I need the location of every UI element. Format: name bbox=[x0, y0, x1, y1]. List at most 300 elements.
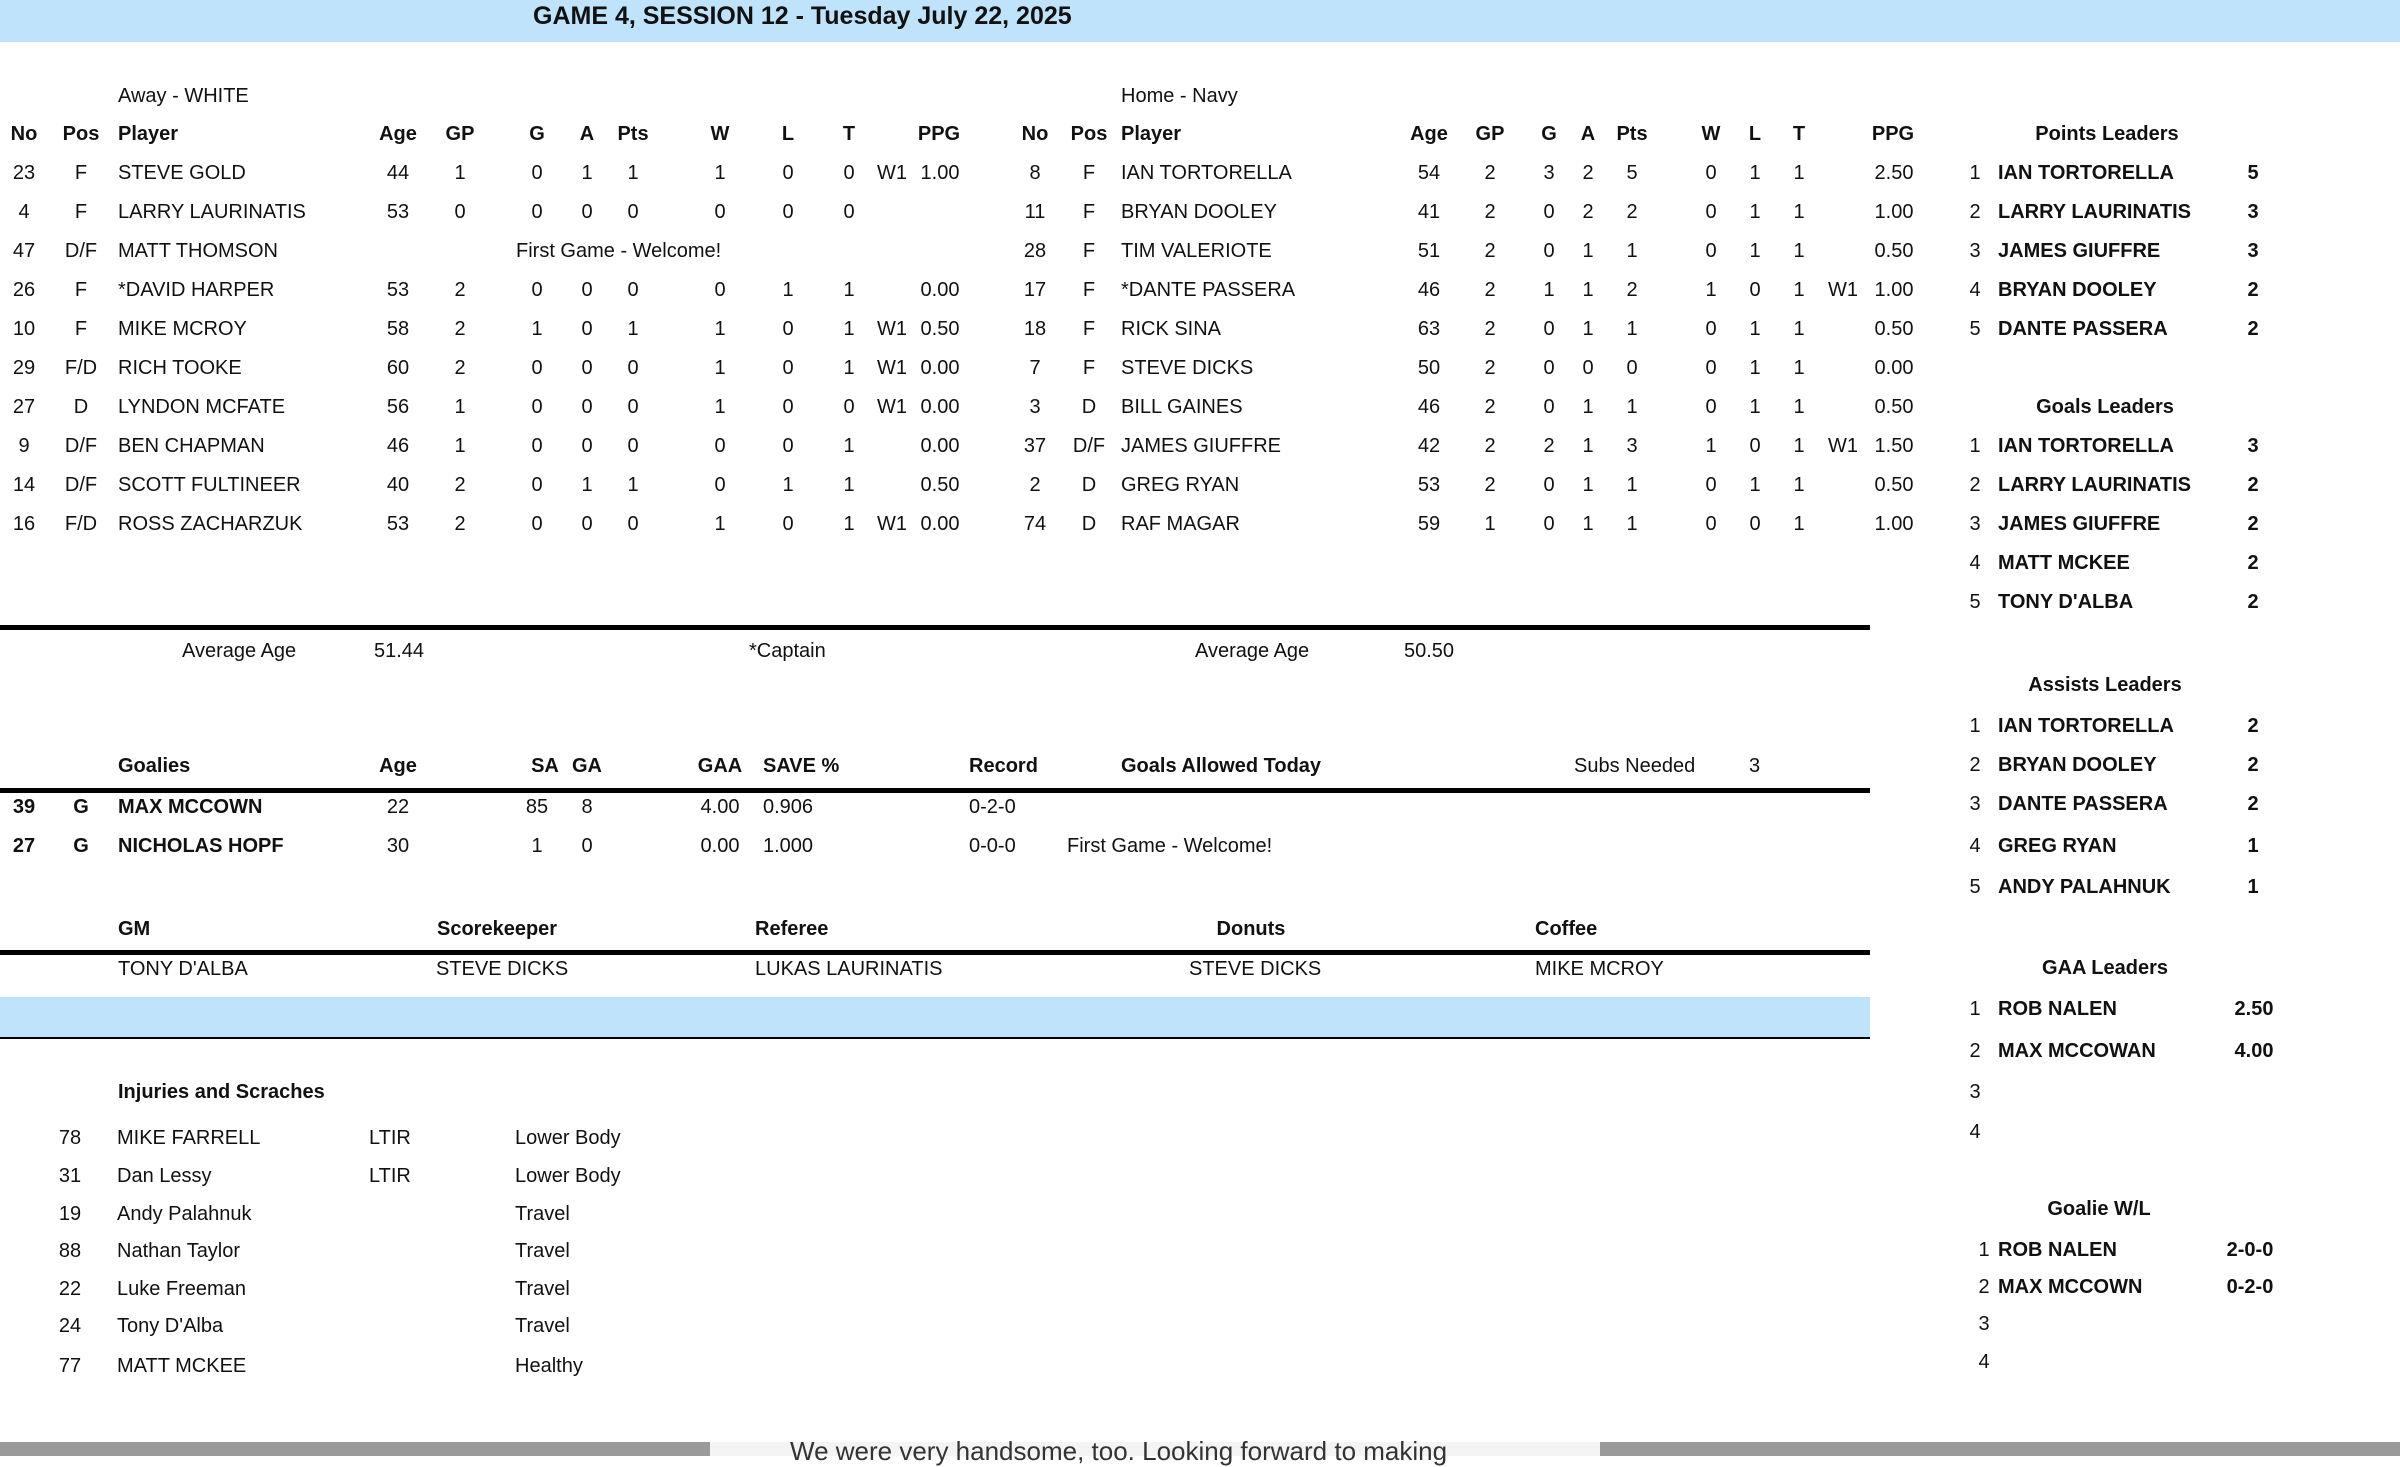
goalie-cell-4: 85 bbox=[525, 796, 549, 818]
goalie-header-7: Goals Allowed Today bbox=[1121, 755, 1322, 777]
away-player-age: 46 bbox=[386, 435, 410, 457]
away-player-w: 0 bbox=[714, 474, 726, 496]
leader-value: 2 bbox=[2247, 474, 2259, 496]
home-player-gp: 2 bbox=[1484, 162, 1496, 184]
home-player-player: GREG RYAN bbox=[1121, 474, 1240, 496]
away-player-no: 16 bbox=[12, 513, 36, 535]
home-player-pts: 1 bbox=[1626, 396, 1638, 418]
leader-value: 2 bbox=[2247, 793, 2259, 815]
staff-value-4: MIKE MCROY bbox=[1535, 958, 1664, 980]
injury-player: Dan Lessy bbox=[117, 1165, 212, 1187]
home-player-t: 1 bbox=[1793, 474, 1805, 496]
home-player-age: 59 bbox=[1417, 513, 1441, 535]
away-player-age: 53 bbox=[386, 201, 410, 223]
away-player-player: MATT THOMSON bbox=[118, 240, 278, 262]
away-header-t: T bbox=[842, 123, 856, 145]
away-player-pos: D bbox=[73, 396, 89, 418]
away-player-no: 29 bbox=[12, 357, 36, 379]
away-player-w: 1 bbox=[714, 357, 726, 379]
staff-value-1: STEVE DICKS bbox=[436, 958, 569, 980]
leader-rank: 4 bbox=[1969, 552, 1981, 574]
home-player-pts: 5 bbox=[1626, 162, 1638, 184]
leader-rank: 5 bbox=[1969, 591, 1981, 613]
leader-value: 3 bbox=[2247, 201, 2259, 223]
injury-no: 19 bbox=[58, 1203, 82, 1225]
injury-player: MIKE FARRELL bbox=[117, 1127, 261, 1149]
away-header-ppg: PPG bbox=[917, 123, 961, 145]
leader-rank: 5 bbox=[1969, 318, 1981, 340]
leader-rank: 2 bbox=[1969, 754, 1981, 776]
away-player-pts: 1 bbox=[627, 162, 639, 184]
home-player-gp: 2 bbox=[1484, 240, 1496, 262]
leader-name: IAN TORTORELLA bbox=[1998, 162, 2174, 184]
away-header-gp: GP bbox=[445, 123, 475, 145]
away-player-g: 0 bbox=[531, 396, 543, 418]
home-player-a: 1 bbox=[1582, 318, 1594, 340]
away-player-g: 0 bbox=[531, 201, 543, 223]
home-player-g: 0 bbox=[1543, 396, 1555, 418]
away-player-g: 0 bbox=[531, 513, 543, 535]
away-player-a: 0 bbox=[581, 396, 593, 418]
injury-no: 31 bbox=[58, 1165, 82, 1187]
home-header-w: W bbox=[1701, 123, 1721, 145]
home-player-t: 1 bbox=[1793, 201, 1805, 223]
bottom-overlay-bar bbox=[0, 1436, 2400, 1466]
away-player-t: 1 bbox=[843, 279, 855, 301]
away-player-gp: 2 bbox=[454, 318, 466, 340]
away-player-a: 0 bbox=[581, 357, 593, 379]
away-player-t: 0 bbox=[843, 201, 855, 223]
away-player-player: BEN CHAPMAN bbox=[118, 435, 265, 457]
home-player-g: 0 bbox=[1543, 240, 1555, 262]
away-player-player: SCOTT FULTINEER bbox=[118, 474, 301, 496]
away-player-ppg: 0.00 bbox=[920, 396, 960, 418]
staff-value-3: STEVE DICKS bbox=[1189, 958, 1322, 980]
leader-name: DANTE PASSERA bbox=[1998, 318, 2168, 340]
injury-status: LTIR bbox=[369, 1127, 411, 1149]
away-player-w: 0 bbox=[714, 435, 726, 457]
leader-rank: 3 bbox=[1969, 240, 1981, 262]
home-player-l: 0 bbox=[1749, 435, 1761, 457]
home-player-t: 1 bbox=[1793, 513, 1805, 535]
home-player-note: W1 bbox=[1828, 279, 1858, 301]
goalie-header-4: GAA bbox=[697, 755, 743, 777]
leader-value: 5 bbox=[2247, 162, 2259, 184]
home-player-l: 1 bbox=[1749, 474, 1761, 496]
injuries-title: Injuries and Scraches bbox=[118, 1081, 325, 1103]
staff-header-referee: Referee bbox=[755, 918, 829, 940]
home-player-g: 0 bbox=[1543, 357, 1555, 379]
leader-name: MAX MCCOWN bbox=[1998, 1276, 2143, 1298]
home-player-player: JAMES GIUFFRE bbox=[1121, 435, 1282, 457]
home-player-t: 1 bbox=[1793, 318, 1805, 340]
leader-name: DANTE PASSERA bbox=[1998, 793, 2168, 815]
away-player-player: STEVE GOLD bbox=[118, 162, 246, 184]
away-player-age: 60 bbox=[386, 357, 410, 379]
goalie-cell-7: 0.906 bbox=[763, 796, 814, 818]
home-player-age: 46 bbox=[1417, 279, 1441, 301]
home-player-g: 0 bbox=[1543, 318, 1555, 340]
away-player-g: 0 bbox=[531, 162, 543, 184]
away-player-a: 0 bbox=[581, 318, 593, 340]
away-player-pos: F bbox=[74, 279, 88, 301]
away-player-pts: 0 bbox=[627, 201, 639, 223]
away-player-pts: 1 bbox=[627, 474, 639, 496]
away-player-age: 58 bbox=[386, 318, 410, 340]
goalie-cell-8: 0-2-0 bbox=[969, 796, 1016, 818]
goalie-header-5: SAVE % bbox=[763, 755, 840, 777]
section-band bbox=[0, 997, 1870, 1037]
home-player-player: IAN TORTORELLA bbox=[1121, 162, 1292, 184]
injury-player: Tony D'Alba bbox=[117, 1315, 224, 1337]
leader-rank: 2 bbox=[1969, 201, 1981, 223]
overlay-text: We were very handsome, too. Looking forward to making bbox=[790, 1436, 1448, 1466]
home-header-pts: Pts bbox=[1616, 123, 1648, 145]
away-player-gp: 1 bbox=[454, 435, 466, 457]
away-player-ppg: 0.00 bbox=[920, 513, 960, 535]
away-player-gp: 1 bbox=[454, 396, 466, 418]
home-player-player: BILL GAINES bbox=[1121, 396, 1243, 418]
leader-rank: 4 bbox=[1969, 835, 1981, 857]
away-player-g: 0 bbox=[531, 474, 543, 496]
goalie-cell-1: G bbox=[73, 835, 89, 857]
away-player-no: 26 bbox=[12, 279, 36, 301]
away-player-l: 0 bbox=[782, 318, 794, 340]
away-header-g: G bbox=[529, 123, 545, 145]
leader-rank: 1 bbox=[1969, 435, 1981, 457]
leader-rank: 1 bbox=[1969, 162, 1981, 184]
away-player-a: 1 bbox=[581, 162, 593, 184]
leader-name: ANDY PALAHNUK bbox=[1998, 876, 2171, 898]
away-player-l: 0 bbox=[782, 162, 794, 184]
leader-name: MATT MCKEE bbox=[1998, 552, 2130, 574]
injury-reason: Healthy bbox=[515, 1355, 583, 1377]
away-player-l: 0 bbox=[782, 201, 794, 223]
away-avg-age-label: Average Age bbox=[182, 640, 297, 662]
home-player-pts: 0 bbox=[1626, 357, 1638, 379]
home-player-player: STEVE DICKS bbox=[1121, 357, 1254, 379]
goalie-cell-0: 39 bbox=[12, 796, 36, 818]
home-player-w: 0 bbox=[1705, 357, 1717, 379]
away-header-pts: Pts bbox=[617, 123, 649, 145]
away-player-g: 0 bbox=[531, 279, 543, 301]
home-player-ppg: 1.00 bbox=[1874, 513, 1914, 535]
home-player-w: 0 bbox=[1705, 201, 1717, 223]
goalie-cell-3: 30 bbox=[386, 835, 410, 857]
home-player-no: 17 bbox=[1023, 279, 1047, 301]
home-player-l: 0 bbox=[1749, 279, 1761, 301]
injury-reason: Lower Body bbox=[515, 1165, 621, 1187]
leader-value: 2 bbox=[2247, 318, 2259, 340]
goalie-header-3: GA bbox=[572, 755, 602, 777]
home-team-label: Home - Navy bbox=[1121, 85, 1238, 107]
away-player-ppg: 1.00 bbox=[920, 162, 960, 184]
home-header-g: G bbox=[1541, 123, 1557, 145]
injury-player: Nathan Taylor bbox=[117, 1240, 241, 1262]
injury-reason: Travel bbox=[515, 1278, 570, 1300]
leaders-title-0: Points Leaders bbox=[2035, 123, 2179, 145]
away-player-pts: 0 bbox=[627, 513, 639, 535]
away-header-l: L bbox=[781, 123, 795, 145]
goalie-cell-1: G bbox=[73, 796, 89, 818]
home-player-player: RAF MAGAR bbox=[1121, 513, 1240, 535]
goalie-header-6: Record bbox=[969, 755, 1038, 777]
home-player-gp: 2 bbox=[1484, 474, 1496, 496]
away-player-pts: 0 bbox=[627, 396, 639, 418]
goalie-cell-9: First Game - Welcome! bbox=[1067, 835, 1273, 857]
away-player-w: 1 bbox=[714, 162, 726, 184]
injury-player: Luke Freeman bbox=[117, 1278, 246, 1300]
band-underline bbox=[0, 1037, 1870, 1039]
home-avg-age-label: Average Age bbox=[1195, 640, 1310, 662]
goalie-cell-6: 4.00 bbox=[700, 796, 740, 818]
away-player-age: 53 bbox=[386, 513, 410, 535]
away-team-label: Away - WHITE bbox=[118, 85, 249, 107]
home-player-g: 0 bbox=[1543, 513, 1555, 535]
leader-rank: 4 bbox=[1969, 1121, 1981, 1143]
home-player-pts: 2 bbox=[1626, 279, 1638, 301]
away-player-a: 0 bbox=[581, 279, 593, 301]
home-player-ppg: 1.00 bbox=[1874, 279, 1914, 301]
injury-no: 88 bbox=[58, 1240, 82, 1262]
leader-value: 2 bbox=[2247, 552, 2259, 574]
home-player-pts: 3 bbox=[1626, 435, 1638, 457]
goalie-cell-8: 0-0-0 bbox=[969, 835, 1016, 857]
captain-note: *Captain bbox=[749, 640, 826, 662]
leader-value: 2 bbox=[2247, 754, 2259, 776]
goalie-cell-5: 0 bbox=[581, 835, 593, 857]
subs-needed-value: 3 bbox=[1749, 755, 1761, 777]
home-player-age: 50 bbox=[1417, 357, 1441, 379]
home-player-g: 0 bbox=[1543, 201, 1555, 223]
leader-name: TONY D'ALBA bbox=[1998, 591, 2134, 613]
staff-header-scorekeeper: Scorekeeper bbox=[437, 918, 558, 940]
goalie-cell-2: NICHOLAS HOPF bbox=[118, 835, 284, 857]
away-player-player: RICH TOOKE bbox=[118, 357, 242, 379]
home-player-w: 0 bbox=[1705, 396, 1717, 418]
home-player-gp: 2 bbox=[1484, 357, 1496, 379]
home-player-pos: D/F bbox=[1072, 435, 1106, 457]
leader-value: 2.50 bbox=[2234, 998, 2274, 1020]
leader-value: 2 bbox=[2247, 513, 2259, 535]
home-player-a: 1 bbox=[1582, 240, 1594, 262]
leader-rank: 3 bbox=[1978, 1313, 1990, 1335]
away-player-pos: F bbox=[74, 201, 88, 223]
home-player-w: 0 bbox=[1705, 162, 1717, 184]
staff-divider bbox=[0, 950, 1870, 955]
away-player-pts: 0 bbox=[627, 357, 639, 379]
home-player-gp: 1 bbox=[1484, 513, 1496, 535]
away-player-no: 14 bbox=[12, 474, 36, 496]
home-player-t: 1 bbox=[1793, 240, 1805, 262]
leader-value: 4.00 bbox=[2234, 1040, 2274, 1062]
home-player-pos: F bbox=[1082, 357, 1096, 379]
home-player-no: 3 bbox=[1029, 396, 1041, 418]
away-player-t: 0 bbox=[843, 162, 855, 184]
away-header-no: No bbox=[10, 123, 38, 145]
home-player-gp: 2 bbox=[1484, 279, 1496, 301]
leader-name: IAN TORTORELLA bbox=[1998, 435, 2174, 457]
home-header-player: Player bbox=[1121, 123, 1182, 145]
home-player-no: 74 bbox=[1023, 513, 1047, 535]
home-player-l: 1 bbox=[1749, 318, 1761, 340]
home-header-gp: GP bbox=[1475, 123, 1505, 145]
staff-value-0: TONY D'ALBA bbox=[118, 958, 248, 980]
home-player-player: *DANTE PASSERA bbox=[1121, 279, 1296, 301]
injury-player: MATT MCKEE bbox=[117, 1355, 247, 1377]
away-player-pos: F/D bbox=[64, 357, 98, 379]
away-player-note: W1 bbox=[877, 357, 907, 379]
home-player-age: 41 bbox=[1417, 201, 1441, 223]
leader-rank: 4 bbox=[1978, 1351, 1990, 1373]
leader-name: JAMES GIUFFRE bbox=[1998, 240, 2161, 262]
home-player-a: 2 bbox=[1582, 162, 1594, 184]
away-player-note: W1 bbox=[877, 162, 907, 184]
home-player-l: 0 bbox=[1749, 513, 1761, 535]
leader-value: 0-2-0 bbox=[2226, 1276, 2274, 1298]
goalie-header-0: Goalies bbox=[118, 755, 191, 777]
home-header-pos: Pos bbox=[1070, 123, 1108, 145]
home-player-a: 1 bbox=[1582, 513, 1594, 535]
home-player-a: 1 bbox=[1582, 396, 1594, 418]
home-player-ppg: 1.00 bbox=[1874, 201, 1914, 223]
staff-header-coffee: Coffee bbox=[1535, 918, 1598, 940]
away-player-age: 56 bbox=[386, 396, 410, 418]
home-player-pts: 1 bbox=[1626, 513, 1638, 535]
home-player-ppg: 2.50 bbox=[1874, 162, 1914, 184]
home-player-pos: F bbox=[1082, 240, 1096, 262]
away-player-ppg: 0.00 bbox=[920, 435, 960, 457]
home-player-no: 7 bbox=[1029, 357, 1041, 379]
goalie-cell-7: 1.000 bbox=[763, 835, 814, 857]
injury-reason: Travel bbox=[515, 1315, 570, 1337]
home-player-t: 1 bbox=[1793, 396, 1805, 418]
home-player-no: 28 bbox=[1023, 240, 1047, 262]
away-player-l: 1 bbox=[782, 279, 794, 301]
leaders-title-1: Goals Leaders bbox=[2036, 396, 2174, 418]
away-player-no: 23 bbox=[12, 162, 36, 184]
away-player-ppg: 0.00 bbox=[920, 357, 960, 379]
home-header-l: L bbox=[1748, 123, 1762, 145]
home-player-no: 2 bbox=[1029, 474, 1041, 496]
home-player-pos: F bbox=[1082, 318, 1096, 340]
home-player-pos: D bbox=[1081, 396, 1097, 418]
home-player-pts: 1 bbox=[1626, 318, 1638, 340]
home-player-g: 1 bbox=[1543, 279, 1555, 301]
away-player-player: LARRY LAURINATIS bbox=[118, 201, 306, 223]
home-player-player: RICK SINA bbox=[1121, 318, 1222, 340]
home-header-t: T bbox=[1792, 123, 1806, 145]
away-player-w: 1 bbox=[714, 513, 726, 535]
leader-rank: 4 bbox=[1969, 279, 1981, 301]
away-player-no: 47 bbox=[12, 240, 36, 262]
home-player-l: 1 bbox=[1749, 162, 1761, 184]
away-player-t: 1 bbox=[843, 513, 855, 535]
leader-value: 3 bbox=[2247, 435, 2259, 457]
page-title: GAME 4, SESSION 12 - Tuesday July 22, 2025 bbox=[533, 2, 1072, 30]
away-player-pos: F/D bbox=[64, 513, 98, 535]
leaders-title-3: GAA Leaders bbox=[2042, 957, 2168, 979]
away-player-no: 27 bbox=[12, 396, 36, 418]
away-player-t: 1 bbox=[843, 357, 855, 379]
injury-player: Andy Palahnuk bbox=[117, 1203, 252, 1225]
home-player-gp: 2 bbox=[1484, 201, 1496, 223]
away-player-ppg: 0.00 bbox=[920, 279, 960, 301]
away-player-a: 0 bbox=[581, 435, 593, 457]
leader-value: 1 bbox=[2247, 835, 2259, 857]
away-player-gp: 2 bbox=[454, 474, 466, 496]
leader-name: BRYAN DOOLEY bbox=[1998, 279, 2157, 301]
home-player-gp: 2 bbox=[1484, 396, 1496, 418]
home-player-w: 0 bbox=[1705, 513, 1717, 535]
away-player-player: *DAVID HARPER bbox=[118, 279, 275, 301]
leader-name: BRYAN DOOLEY bbox=[1998, 754, 2157, 776]
away-player-g: 0 bbox=[531, 435, 543, 457]
leader-name: MAX MCCOWAN bbox=[1998, 1040, 2156, 1062]
leader-rank: 5 bbox=[1969, 876, 1981, 898]
leader-rank: 2 bbox=[1969, 1040, 1981, 1062]
leaders-title-2: Assists Leaders bbox=[2028, 674, 2182, 696]
away-header-player: Player bbox=[118, 123, 179, 145]
home-player-pos: F bbox=[1082, 162, 1096, 184]
home-player-pos: F bbox=[1082, 201, 1096, 223]
home-player-pos: F bbox=[1082, 279, 1096, 301]
injury-status: LTIR bbox=[369, 1165, 411, 1187]
home-player-no: 8 bbox=[1029, 162, 1041, 184]
home-player-player: BRYAN DOOLEY bbox=[1121, 201, 1277, 223]
away-header-age: Age bbox=[379, 123, 417, 145]
home-player-pos: D bbox=[1081, 474, 1097, 496]
leader-name: ROB NALEN bbox=[1998, 1239, 2117, 1261]
away-header-w: W bbox=[710, 123, 730, 145]
home-player-g: 2 bbox=[1543, 435, 1555, 457]
home-player-pts: 2 bbox=[1626, 201, 1638, 223]
home-player-age: 51 bbox=[1417, 240, 1441, 262]
away-player-g: 0 bbox=[531, 357, 543, 379]
home-player-l: 1 bbox=[1749, 357, 1761, 379]
title-band bbox=[0, 0, 2400, 42]
home-player-no: 11 bbox=[1024, 201, 1046, 223]
leader-name: GREG RYAN bbox=[1998, 835, 2117, 857]
home-player-pos: D bbox=[1081, 513, 1097, 535]
away-player-no: 10 bbox=[12, 318, 36, 340]
leader-rank: 1 bbox=[1978, 1239, 1990, 1261]
away-player-age: 40 bbox=[386, 474, 410, 496]
home-player-a: 2 bbox=[1582, 201, 1594, 223]
away-player-l: 0 bbox=[782, 435, 794, 457]
home-player-t: 1 bbox=[1793, 279, 1805, 301]
goalie-cell-0: 27 bbox=[12, 835, 36, 857]
home-player-ppg: 0.50 bbox=[1874, 396, 1914, 418]
away-player-t: 1 bbox=[843, 318, 855, 340]
home-player-ppg: 0.50 bbox=[1874, 474, 1914, 496]
home-player-l: 1 bbox=[1749, 201, 1761, 223]
away-player-gp: 2 bbox=[454, 513, 466, 535]
home-player-age: 42 bbox=[1417, 435, 1441, 457]
away-player-gp: 0 bbox=[454, 201, 466, 223]
home-player-ppg: 0.50 bbox=[1874, 240, 1914, 262]
away-player-t: 0 bbox=[843, 396, 855, 418]
leader-value: 2-0-0 bbox=[2226, 1239, 2274, 1261]
home-avg-age: 50.50 bbox=[1404, 640, 1455, 662]
away-player-player: LYNDON MCFATE bbox=[118, 396, 286, 418]
away-player-pos: F bbox=[74, 162, 88, 184]
home-header-age: Age bbox=[1410, 123, 1448, 145]
away-player-t: 1 bbox=[843, 474, 855, 496]
home-player-note: W1 bbox=[1828, 435, 1858, 457]
home-player-age: 46 bbox=[1417, 396, 1441, 418]
leader-rank: 3 bbox=[1969, 793, 1981, 815]
